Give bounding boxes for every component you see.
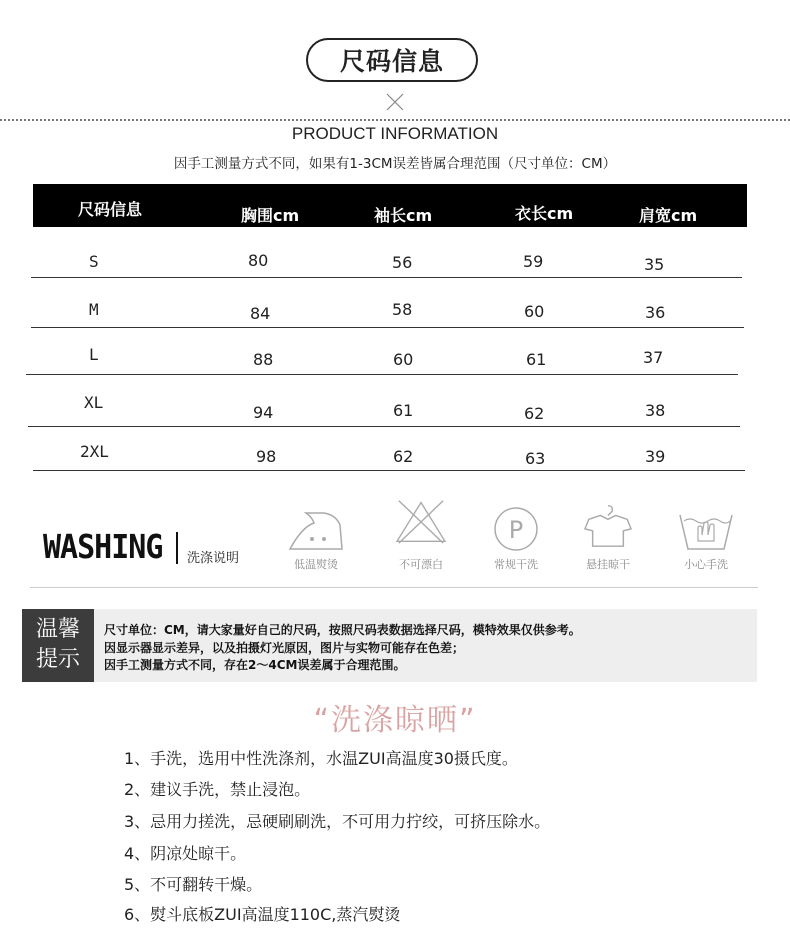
table-cell-size: M [89,300,99,319]
table-cell-sleeve: 56 [392,253,413,272]
washing-label: WASHING [43,528,163,567]
row-divider [31,277,742,278]
section-divider [30,587,758,588]
care-item: 6、熨斗底板ZUI高温度110C,蒸汽熨烫 [124,905,401,924]
table-cell-size: XL [84,393,104,412]
notice-tag [22,609,94,682]
table-cell-length: 62 [524,404,545,423]
measure-note: 因手工测量方式不同，如果有1-3CM误差皆属合理范围（尺寸单位：CM） [173,156,617,172]
table-cell-length: 61 [526,350,547,369]
notice-line: 因手工测量方式不同，存在2～4CM误差属于合理范围。 [104,658,406,672]
table-cell-sleeve: 58 [392,300,413,319]
column-header-chest: 胸围cm [241,206,300,225]
iron-low-temp-icon [286,505,346,553]
product-info-heading: PRODUCT INFORMATION [291,124,499,143]
table-cell-shoulder: 36 [645,303,666,322]
care-item: 2、建议手洗，禁止浸泡。 [124,780,311,799]
washing-sub-label: 洗涤说明 [187,551,240,566]
table-cell-size: 2XL [80,442,109,461]
page-title: 尺码信息 [306,38,478,82]
table-cell-sleeve: 61 [393,401,414,420]
table-cell-chest: 88 [253,350,274,369]
notice-tag-line2: 提示 [35,647,80,672]
table-cell-length: 60 [524,302,545,321]
notice-line: 因显示器显示差异，以及拍摄灯光原因，图片与实物可能存在色差； [104,641,465,655]
column-header-length: 衣长cm [515,204,574,223]
dry-clean-icon [486,505,546,553]
iron-low-temp-label: 低温熨烫 [294,558,338,571]
table-cell-chest: 80 [248,251,269,270]
care-item: 4、阴凉处晾干。 [124,844,247,863]
row-divider [26,374,738,375]
svg-text:P: P [508,516,524,544]
hand-wash-icon [676,505,736,553]
table-cell-sleeve: 60 [393,350,414,369]
cross-decoration-icon [385,92,405,112]
hang-dry-icon [578,502,638,550]
table-cell-length: 59 [523,252,544,271]
washing-separator [176,532,178,564]
column-header-size: 尺码信息 [78,200,143,219]
column-header-sleeve: 袖长cm [374,206,433,225]
row-divider [31,327,744,328]
table-cell-chest: 94 [253,403,274,422]
notice-tag-line1: 温馨 [35,617,80,642]
size-table-header [33,184,747,227]
table-cell-length: 63 [525,449,546,468]
row-divider [33,470,745,471]
dotted-divider [0,119,790,121]
no-bleach-icon [391,497,451,545]
row-divider [28,426,740,427]
care-item: 5、不可翻转干燥。 [124,875,263,894]
table-cell-shoulder: 35 [644,255,665,274]
table-cell-chest: 98 [256,447,277,466]
no-bleach-label: 不可漂白 [399,558,443,571]
notice-line: 尺寸单位：CM，请大家量好自己的尺码，按照尺码表数据选择尺码，模特效果仅供参考。 [104,623,581,637]
care-item: 3、忌用力搓洗，忌硬刷刷洗，不可用力拧绞，可挤压除水。 [124,812,551,831]
table-cell-chest: 84 [250,304,271,323]
table-cell-sleeve: 62 [393,447,414,466]
hand-wash-label: 小心手洗 [684,558,728,571]
care-item: 1、手洗，选用中性洗涤剂，水温ZUI高温度30摄氏度。 [124,749,518,768]
hang-dry-label: 悬挂晾干 [586,558,630,571]
table-cell-size: L [89,345,99,364]
table-cell-shoulder: 39 [645,447,666,466]
table-cell-shoulder: 38 [645,401,666,420]
dry-clean-label: 常规干洗 [494,558,538,571]
care-title: “洗涤晾晒” [313,703,477,738]
table-cell-size: S [89,252,99,271]
table-cell-shoulder: 37 [643,348,664,367]
column-header-shoulder: 肩宽cm [639,206,698,225]
